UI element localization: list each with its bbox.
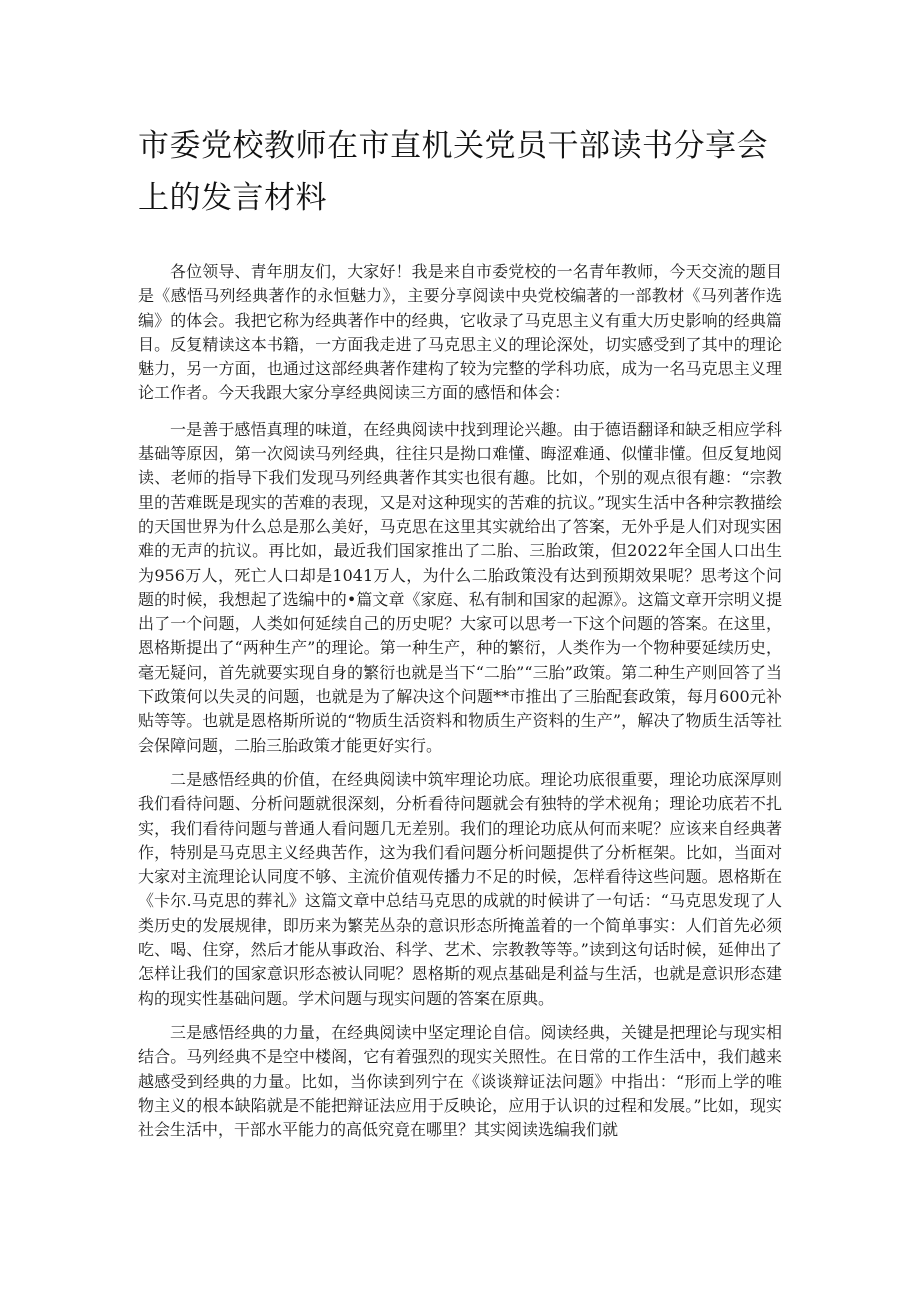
document-body xyxy=(138,260,782,1152)
paragraph-intro: 各位领导、青年朋友们，大家好！我是来自市委党校的一名青年教师，今天交流的题目是《感悟马列经典著作的永恒魅力》，主要分享阅读中央党校编著的一部教材《马列著作选编》的体会。我把它称为经典著作中的经典，它收录了马克思主义有重大历史影响的经典篇目。反复精读这本书籍，一方面我走进了马克思主义的理论深处，切实感受到了其中的理论魅力，另一方面，也通过这部经典著作建构了较为完整的学科功底，成为一名马克思主义理论工作者。今天我跟大家分享经典阅读三方面的感悟和体会： xyxy=(138,262,782,403)
paragraph-point-one: 一是善于感悟真理的味道，在经典阅读中找到理论兴趣。由于德语翻译和缺乏相应学科基础等原因，第一次阅读马列经典，往往只是拗口难懂、晦涩难通、似懂非懂。但反复地阅读、老师的指导下我们发现马列经典著作其实也很有趣。比如，个别的观点很有趣：“宗教里的苦难既是现实的苦难的表现，又是对这种现实的苦难的抗议。”现实生活中各种宗教描绘的天国世界为什么总是那么美好，马克思在这里其实就给出了答案，无外乎是人们对现实困难的无声的抗议。再比如，最近我们国家推出了二胎、三胎政策，但2022年全国人口出生为956万人，死亡人口却是1041万人，为什么二胎政策没有达到预期效果呢？思考这个问题的时候，我想起了选编中的•篇文章《家庭、私有制和国家的起源》。这篇文章开宗明义提出了一个问题，人类如何延续自己的历史呢？大家可以思考一下这个问题的答案。在这里，恩格斯提出了“两种生产”的理论。第一种生产，种的繁衍，人类作为一个物种要延续历史，毫无疑问，首先就要实现自身的繁衍也就是当下“二胎”“三胎”政策。第二种生产则回答了当下政策何以失灵的问题，也就是为了解决这个问题**市推出了三胎配套政策，每月600元补贴等等。也就是恩格斯所说的“物质生活资料和物质生产资料的生产”，解决了物质生活等社会保障问题，二胎三胎政策才能更好实行。 xyxy=(138,419,782,755)
paragraph-point-two: 二是感悟经典的价值，在经典阅读中筑牢理论功底。理论功底很重要，理论功底深厚则我们看待问题、分析问题就很深刻，分析看待问题就会有独特的学术视角；理论功底若不扎实，我们看待问题与普通人看问题几无差别。我们的理论功底从何而来呢？应该来自经典著作，特别是马克思主义经典苦作，这为我们看问题分析问题提供了分析框架。比如，当面对大家对主流理论认同度不够、主流价值观传播力不足的时候，怎样看待这些问题。恩格斯在《卡尔.马克思的葬礼》这篇文章中总结马克思的成就的时候讲了一句话：“马克思发现了人类历史的发展规律，即历来为繁芜丛杂的意识形态所掩盖着的一个简单事实：人们首先必须吃、喝、住穿，然后才能从事政治、科学、艺术、宗教教等等。”读到这句话时候，延伸出了怎样让我们的国家意识形态被认同呢？恩格斯的观点基础是利益与生活，也就是意识形态建构的现实性基础问题。学术问题与现实问题的答案在原典。 xyxy=(138,769,782,1008)
paragraph-point-three: 三是感悟经典的力量，在经典阅读中坚定理论自信。阅读经典，关键是把理论与现实相结合。马列经典不是空中楼阁，它有着强烈的现实关照性。在日常的工作生活中，我们越来越感受到经典的力量。比如，当你读到列宁在《谈谈辩证法问题》中指出：“形而上学的唯物主义的根本缺陷就是不能把辩证法应用于反映论，应用于认识的过程和发展。”比如，现实社会生活中，干部水平能力的高低究竟在哪里？其实阅读选编我们就 xyxy=(138,1022,782,1140)
document-title: 市委党校教师在市直机关党员干部读书分享会上的发言材料 xyxy=(138,128,768,216)
